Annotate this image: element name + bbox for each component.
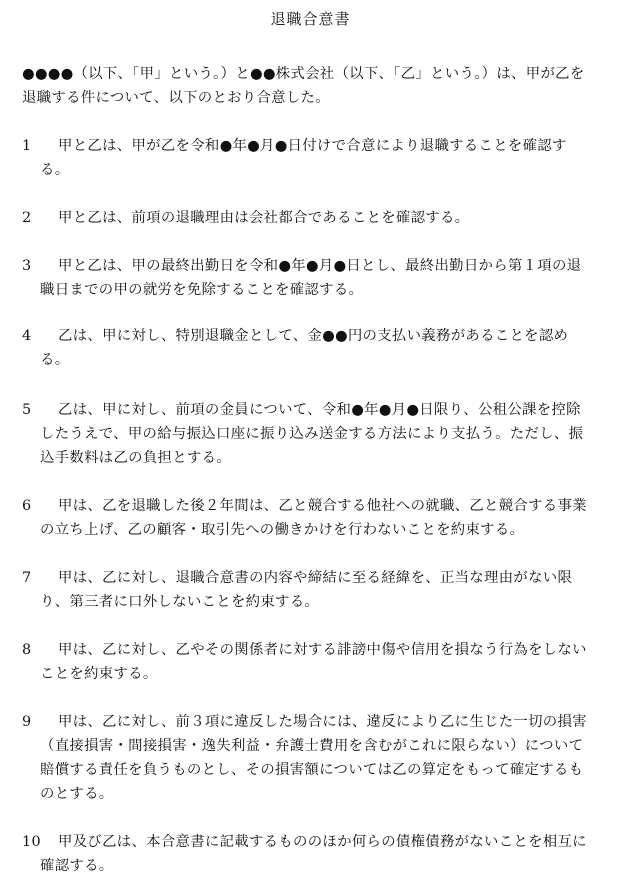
clause-text: 甲と乙は、甲が乙を令和●年●月●日付けで合意により退職することを確認する。: [40, 138, 567, 178]
clause-number: 1: [22, 138, 32, 154]
clause-item: [22, 494, 594, 542]
clause-text: 乙は、甲に対し、特別退職金として、金●●円の支払い義務があることを認める。: [40, 328, 569, 368]
clause-item: [22, 134, 594, 182]
clause-number: 3: [22, 258, 32, 274]
clause-text: 甲は、乙に対し、前３項に違反した場合には、違反により乙に生じた一切の損害（直接損害・間接損害・逸失利益・弁護士費用を含むがこれに限らない）について賠償する責任を負うものとし、その損害額については乙の算定をもって確定するものとする。: [40, 714, 587, 802]
clause-number: 7: [22, 570, 32, 586]
clause-number: 5: [22, 402, 32, 418]
clause-number: 6: [22, 498, 32, 514]
clause-item: [22, 398, 594, 470]
clause-text: 甲と乙は、前項の退職理由は会社都合であることを確認する。: [58, 210, 470, 226]
clause-item: [22, 638, 594, 686]
clause-text: 甲は、乙に対し、乙やその関係者に対する誹謗中傷や信用を損なう行為をしないことを約束する。: [40, 642, 587, 682]
clause-text: 乙は、甲に対し、前項の金員について、令和●年●月●日限り、公租公課を控除したうえで、甲の給与振込口座に振り込み送金する方法により支払う。ただし、振込手数料は乙の負担とする。: [40, 402, 584, 466]
intro-paragraph: ●●●●（以下、「甲」という。）と●●株式会社（以下、「乙」という。）は、甲が乙を退職する件について、以下のとおり合意した。: [22, 66, 585, 106]
clause-item: [22, 566, 594, 614]
clause-number: 2: [22, 210, 32, 226]
clause-number: 10: [22, 834, 41, 850]
clause-text: 甲は、乙に対し、退職合意書の内容や締結に至る経緯を、正当な理由がない限り、第三者に口外しないことを約束する。: [40, 570, 573, 610]
clause-item: [22, 830, 594, 878]
document-title: 退職合意書: [270, 10, 351, 28]
clause-number: 8: [22, 642, 32, 658]
clause-item: [22, 324, 594, 372]
clause-text: 甲と乙は、甲の最終出勤日を令和●年●月●日とし、最終出勤日から第１項の退職日までの甲の就労を免除することを確認する。: [40, 258, 582, 298]
clause-number: 9: [22, 714, 32, 730]
clause-number: 4: [22, 328, 32, 344]
clause-text: 甲及び乙は、本合意書に記載するもののほか何らの債権債務がないことを相互に確認する。: [40, 834, 587, 874]
clause-text: 甲は、乙を退職した後２年間は、乙と競合する他社への就職、乙と競合する事業の立ち上げ、乙の顧客・取引先への働きかけを行わないことを約束する。: [40, 498, 587, 538]
clause-item: [22, 710, 594, 806]
clause-item: [22, 206, 594, 230]
clause-item: [22, 254, 594, 302]
